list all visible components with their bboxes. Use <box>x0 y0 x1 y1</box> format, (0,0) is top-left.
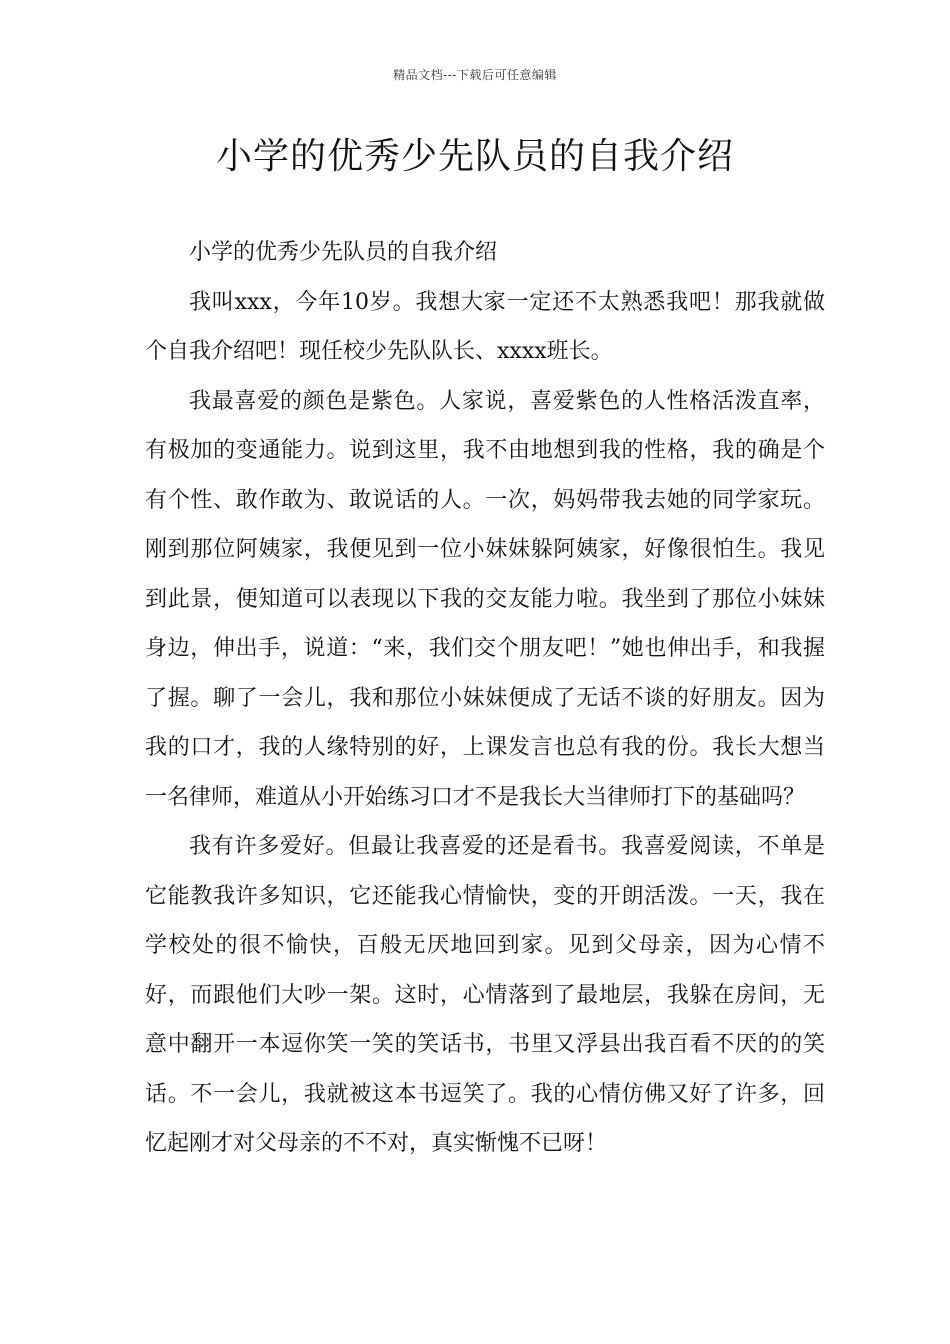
paragraph-hobbies: 我有许多爱好。但最让我喜爱的还是看书。我喜爱阅读，不单是它能教我许多知识，它还能我心情愉快，变的开朗活泼。一天，我在学校处的很不愉快，百般无厌地回到家。见到父母亲，因为心情不好，而跟他们大吵一架。这时，心情落到了最地层，我躲在房间，无意中翻开一本逗你笑一笑的笑话书，书里又浮县出我百看不厌的的笑话。不一会儿，我就被这本书逗笑了。我的心情仿佛又好了许多，回忆起刚才对父母亲的不不对，真实惭愧不已呀！ <box>145 834 825 1156</box>
document-title: 小学的优秀少先队员的自我介绍 <box>215 136 734 177</box>
document-body <box>145 228 825 1169</box>
paragraph-intro: 我叫xxx，今年10岁。我想大家一定还不太熟悉我吧！那我就做个自我介绍吧！现任校少先队队长、xxxx班长。 <box>145 289 825 364</box>
paragraph-subtitle: 小学的优秀少先队员的自我介绍 <box>189 240 498 265</box>
paragraph-favorite-color: 我最喜爱的颜色是紫色。人家说，喜爱紫色的人性格活泼直率，有极加的变通能力。说到这里，我不由地想到我的性格，我的确是个有个性、敢作敢为、敢说话的人。一次，妈妈带我去她的同学家玩。刚到那位阿姨家，我便见到一位小妹妹躲阿姨家，好像很怕生。我见到此景，便知道可以表现以下我的交友能力啦。我坐到了那位小妹妹身边，伸出手，说道：“来，我们交个朋友吧！”她也伸出手，和我握了握。聊了一会儿，我和那位小妹妹便成了无话不谈的好朋友。因为我的口才，我的人缘特别的好，上课发言也总有我的份。我长大想当一名律师，难道从小开始练习口才不是我长大当律师打下的基础吗？ <box>145 388 825 810</box>
header-note: 精品文档---下载后可任意编辑 <box>393 68 557 82</box>
